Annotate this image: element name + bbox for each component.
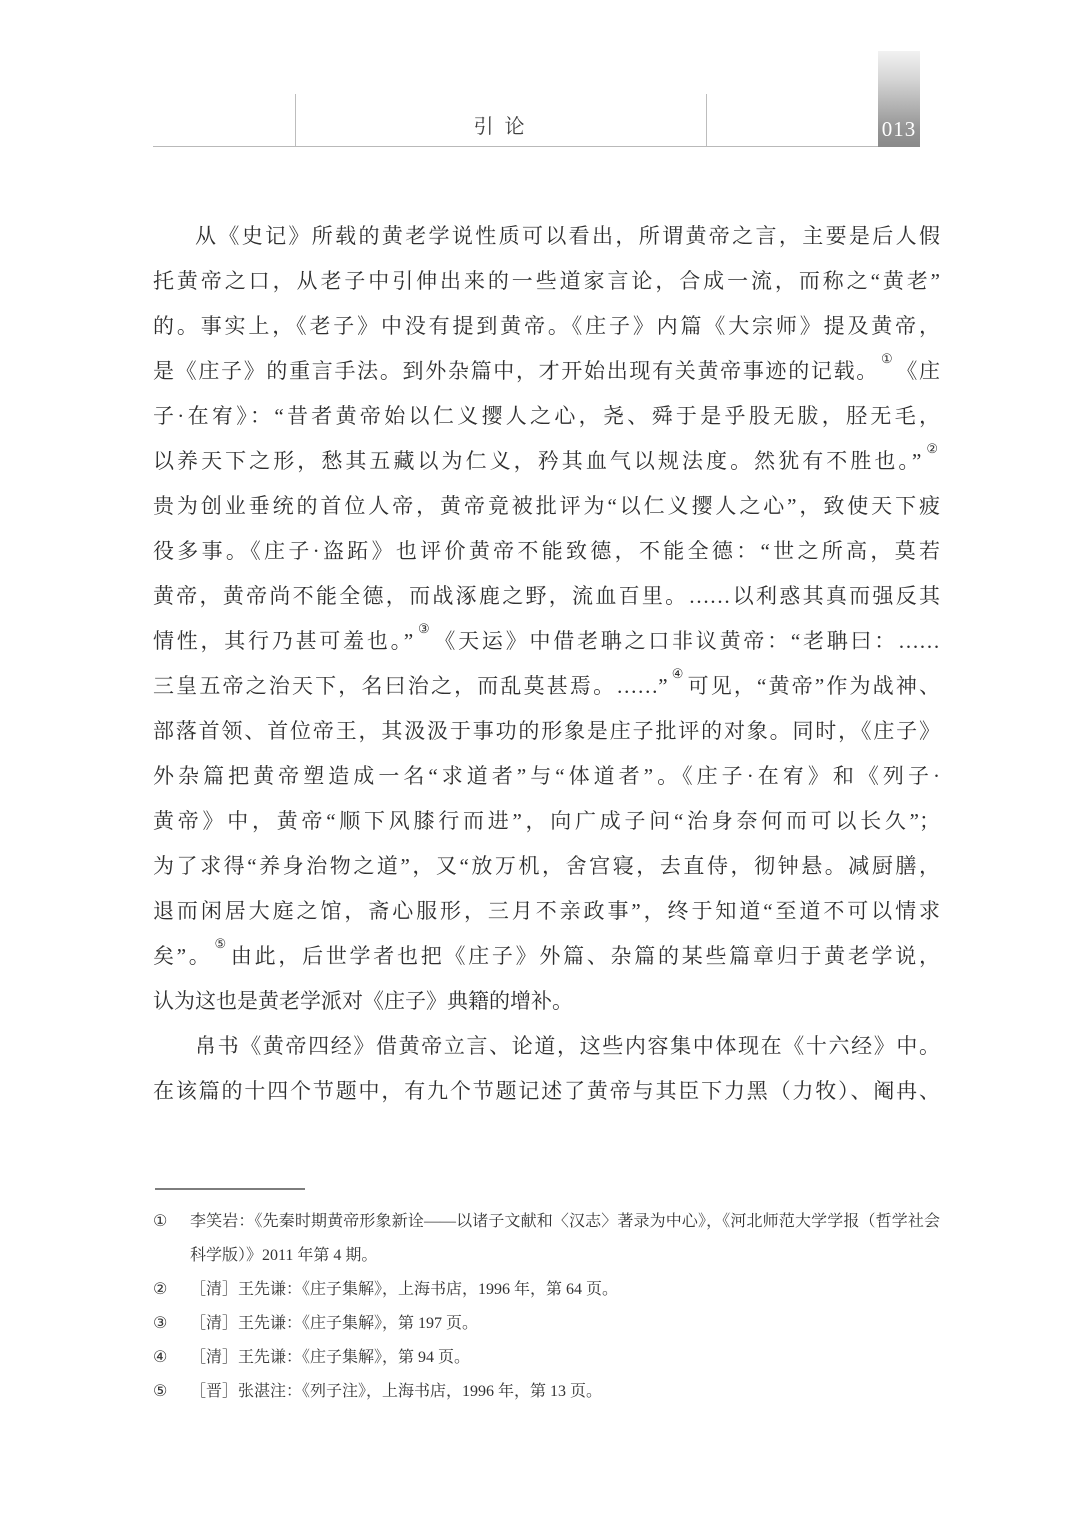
chapter-title: 引 论 xyxy=(473,116,528,138)
footnote-item xyxy=(153,1375,940,1409)
header-tick-right xyxy=(706,94,707,147)
page-number: 013 xyxy=(881,117,917,141)
header-rule xyxy=(153,146,878,147)
footnote-text: 李笑岩：《先秦时期黄帝形象新诠——以诸子文献和〈汉志〉著录为中心》，《河北师范大学学报（哲学社会科学版）》2011 年第 4 期。 xyxy=(190,1213,940,1264)
body-line: 部落首领、首位帝王，其汲汲于事功的形象是庄子批评的对象。同时，《庄子》 xyxy=(153,719,940,743)
footnote-text: ［晋］张湛注：《列子注》，上海书店，1996 年，第 13 页。 xyxy=(190,1383,603,1400)
body-line: 黄帝》中，黄帝“顺下风膝行而进”，向广成子问“治身奈何而可以长久”； xyxy=(153,809,940,833)
body-line: 是《庄子》的重言手法。到外杂篇中，才开始出现有关黄帝事迹的记载。①《庄 xyxy=(153,351,940,383)
footnote-text: ［清］王先谦：《庄子集解》，第 94 页。 xyxy=(190,1349,471,1366)
body-text xyxy=(153,214,940,1114)
footnote-item xyxy=(153,1273,940,1307)
footnote-item xyxy=(153,1307,940,1341)
footnote-marker: ② xyxy=(153,1281,168,1298)
body-line: 为了求得“养身治物之道”，又“放万机，舍宫寝，去直侍，彻钟悬。减厨膳， xyxy=(153,854,940,878)
body-line: 三皇五帝之治天下，名曰治之，而乱莫甚焉。……”④可见，“黄帝”作为战神、 xyxy=(153,666,940,698)
body-line: 役多事。《庄子·盗跖》也评价黄帝不能致德，不能全德：“世之所高，莫若 xyxy=(153,539,940,563)
body-line: 以养天下之形，愁其五藏以为仁义，矜其血气以规法度。然犹有不胜也。”② xyxy=(153,441,938,473)
footnotes xyxy=(153,1205,940,1409)
body-line: 黄帝，黄帝尚不能全德，而战涿鹿之野，流血百里。……以利惑其真而强反其 xyxy=(153,584,940,608)
footnote-text: ［清］王先谦：《庄子集解》，上海书店，1996 年，第 64 页。 xyxy=(190,1281,619,1298)
body-line: 认为这也是黄老学派对《庄子》典籍的增补。 xyxy=(153,989,573,1013)
footnote-item xyxy=(153,1341,940,1375)
footnote-marker: ① xyxy=(153,1213,168,1230)
body-line: 托黄帝之口，从老子中引伸出来的一些道家言论，合成一流，而称之“黄老” xyxy=(153,269,940,293)
footnote-marker: ③ xyxy=(153,1315,168,1332)
body-line: 从《史记》所载的黄老学说性质可以看出，所谓黄帝之言，主要是后人假 xyxy=(195,224,940,248)
footnote-marker: ④ xyxy=(153,1349,168,1366)
body-line: 帛书《黄帝四经》借黄帝立言、论道，这些内容集中体现在《十六经》中。 xyxy=(195,1034,940,1058)
footnote-item xyxy=(153,1205,940,1273)
body-line: 贵为创业垂统的首位人帝，黄帝竟被批评为“以仁义撄人之心”，致使天下疲 xyxy=(153,494,940,518)
body-line: 子·在宥》：“昔者黄帝始以仁义撄人之心，尧、舜于是乎股无胈，胫无毛， xyxy=(153,404,940,428)
footnote-marker: ⑤ xyxy=(153,1383,168,1400)
footnote-text: ［清］王先谦：《庄子集解》，第 197 页。 xyxy=(190,1315,479,1332)
body-line: 矣”。⑤由此，后世学者也把《庄子》外篇、杂篇的某些篇章归于黄老学说， xyxy=(153,936,940,968)
body-line: 的。事实上，《老子》中没有提到黄帝。《庄子》内篇《大宗师》提及黄帝， xyxy=(153,314,940,338)
footnote-divider xyxy=(155,1188,305,1190)
body-line: 外杂篇把黄帝塑造成一名“求道者”与“体道者”。《庄子·在宥》和《列子· xyxy=(153,764,940,788)
body-line: 情性，其行乃甚可羞也。”③《天运》中借老聃之口非议黄帝：“老聃曰：…… xyxy=(153,621,940,653)
page-number-tab xyxy=(878,51,920,147)
body-line: 退而闲居大庭之馆，斋心服形，三月不亲政事”，终于知道“至道不可以情求 xyxy=(153,899,940,923)
body-line: 在该篇的十四个节题中，有九个节题记述了黄帝与其臣下力黑（力牧）、阉冉、 xyxy=(153,1079,940,1103)
